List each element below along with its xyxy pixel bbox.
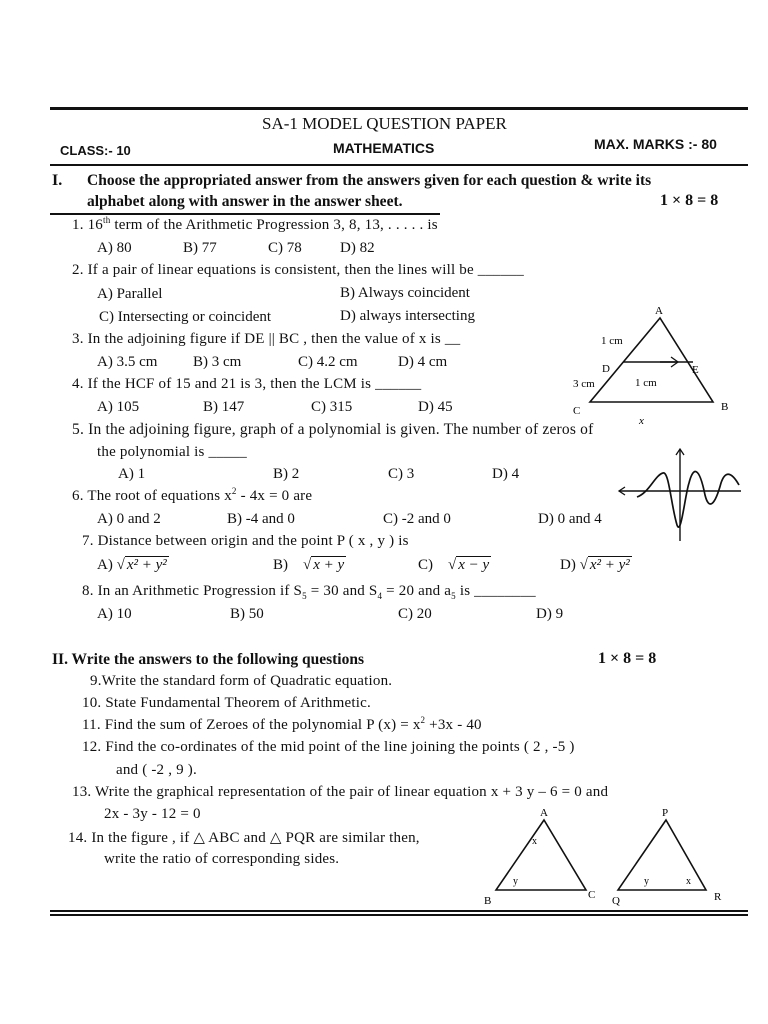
q6-option-a: A) 0 and 2: [97, 511, 161, 527]
question-12: 12. Find the co-ordinates of the mid point of the line joining the points ( 2 , -5 ): [82, 739, 575, 755]
q2-option-a: A) Parallel: [97, 286, 163, 302]
q14-label-y1: y: [513, 876, 518, 887]
q6-option-d: D) 0 and 4: [538, 511, 602, 527]
q3-label-a: A: [655, 305, 663, 317]
q3-option-a: A) 3.5 cm: [97, 354, 158, 370]
q5-option-b: B) 2: [273, 466, 300, 482]
question-14: 14. In the figure , if △ ABC and △ PQR are similar then,: [68, 830, 420, 846]
q3-label-b: B: [721, 401, 729, 413]
q14-label-a: A: [540, 807, 548, 819]
question-10: 10. State Fundamental Theorem of Arithmetic.: [82, 695, 371, 711]
q7-option-b: B) √ x + y: [273, 557, 345, 573]
q5-option-a: A) 1: [118, 466, 146, 482]
section1-instruction-2: alphabet along with answer in the answer sheet.: [87, 193, 403, 210]
q2-option-c: C) Intersecting or coincident: [99, 309, 272, 325]
q14-similar-triangles-figure: [476, 802, 746, 908]
q3-option-d: D) 4 cm: [398, 354, 448, 370]
q3-option-c: C) 4.2 cm: [298, 354, 358, 370]
section2-heading: II. Write the answers to the following questions: [52, 651, 365, 668]
q3-label-left-seg: 3 cm: [573, 378, 595, 390]
q4-option-a: A) 105: [97, 399, 140, 415]
question-5: 5. In the adjoining figure, graph of a polynomial is given. The number of zeros of: [72, 421, 594, 438]
q1-option-a: A) 80: [97, 240, 132, 256]
subject-label: MATHEMATICS: [333, 140, 435, 156]
class-label: CLASS:- 10: [60, 143, 131, 158]
q3-label-mid-seg: 1 cm: [635, 377, 657, 389]
q14-label-y2: y: [644, 876, 649, 887]
bottom-rule-1: [50, 910, 748, 912]
paper-title: SA-1 MODEL QUESTION PAPER: [262, 114, 507, 133]
question-5-line2: the polynomial is _____: [97, 444, 248, 460]
max-marks: MAX. MARKS :- 80: [594, 136, 717, 152]
question-12-line2: and ( -2 , 9 ).: [116, 762, 197, 778]
q6-option-b: B) -4 and 0: [227, 511, 295, 527]
q3-option-b: B) 3 cm: [193, 354, 242, 370]
q1-option-b: B) 77: [183, 240, 217, 256]
question-3: 3. In the adjoining figure if DE || BC , then the value of x is __: [72, 331, 461, 347]
q4-option-d: D) 45: [418, 399, 453, 415]
q3-label-c: C: [573, 405, 581, 417]
q2-option-b: B) Always coincident: [340, 285, 470, 301]
q5-option-d: D) 4: [492, 466, 520, 482]
q7-option-c: C) √ x − y: [418, 557, 490, 573]
question-14-line2: write the ratio of corresponding sides.: [104, 851, 340, 867]
section1-marks: 1 × 8 = 8: [660, 192, 719, 209]
question-2: 2. If a pair of linear equations is consistent, then the lines will be ______: [72, 262, 524, 278]
q3-label-top-seg: 1 cm: [601, 335, 623, 347]
top-rule: [50, 107, 748, 110]
question-9: 9.Write the standard form of Quadratic equation.: [90, 673, 393, 689]
section1-instruction-1: Choose the appropriated answer from the answers given for each question & write its: [87, 172, 652, 189]
q1-option-d: D) 82: [340, 240, 375, 256]
q5-polynomial-graph: [615, 445, 745, 545]
q2-option-d: D) always intersecting: [340, 308, 475, 324]
q14-label-q: Q: [612, 895, 620, 907]
question-7: 7. Distance between origin and the point P ( x , y ) is: [82, 533, 409, 549]
section2-marks: 1 × 8 = 8: [598, 650, 657, 667]
q8-option-b: B) 50: [230, 606, 264, 622]
q8-option-c: C) 20: [398, 606, 432, 622]
q3-label-d: D: [602, 363, 610, 375]
header-rule: [50, 164, 748, 166]
question-6: 6. The root of equations $x^2 - 4x = 0$ are: [72, 486, 313, 504]
q14-label-c: C: [588, 889, 596, 901]
bottom-rule-2: [50, 914, 748, 916]
q4-option-b: B) 147: [203, 399, 245, 415]
question-13: 13. Write the graphical representation of the pair of linear equation x + 3 y – 6 = 0 and: [72, 784, 609, 800]
question-4: 4. If the HCF of 15 and 21 is 3, then the LCM is ______: [72, 376, 422, 392]
section1-number: I.: [52, 172, 63, 189]
q14-label-x2: x: [686, 876, 691, 887]
q4-option-c: C) 315: [311, 399, 353, 415]
q3-label-e: E: [692, 364, 699, 376]
q3-label-x: x: [639, 415, 644, 427]
q1-option-c: C) 78: [268, 240, 302, 256]
question-1: 1. 16th term of the Arithmetic Progression 3, 8, 13, . . . . . is: [72, 215, 438, 233]
question-8: 8. In an Arithmetic Progression if $S_5 = 30$ and $S_4 = 20$ and $a_5$ is ________: [82, 583, 536, 601]
q6-option-c: C) -2 and 0: [383, 511, 451, 527]
q14-label-b: B: [484, 895, 492, 907]
q14-label-r: R: [714, 891, 722, 903]
q14-label-p: P: [662, 807, 669, 819]
question-13-line2: 2x - 3y - 12 = 0: [104, 806, 201, 822]
q3-triangle-figure: [565, 300, 745, 427]
question-11: 11. Find the sum of Zeroes of the polynomial P $(x) = x^2 +3x - 40$: [82, 715, 482, 733]
q5-option-c: C) 3: [388, 466, 415, 482]
q14-label-x1: x: [532, 836, 537, 847]
q7-option-a: A) √ x² + y²: [97, 557, 167, 573]
q8-option-a: A) 10: [97, 606, 132, 622]
q8-option-d: D) 9: [536, 606, 564, 622]
q7-option-d: D) √ x² + y²: [560, 557, 630, 573]
